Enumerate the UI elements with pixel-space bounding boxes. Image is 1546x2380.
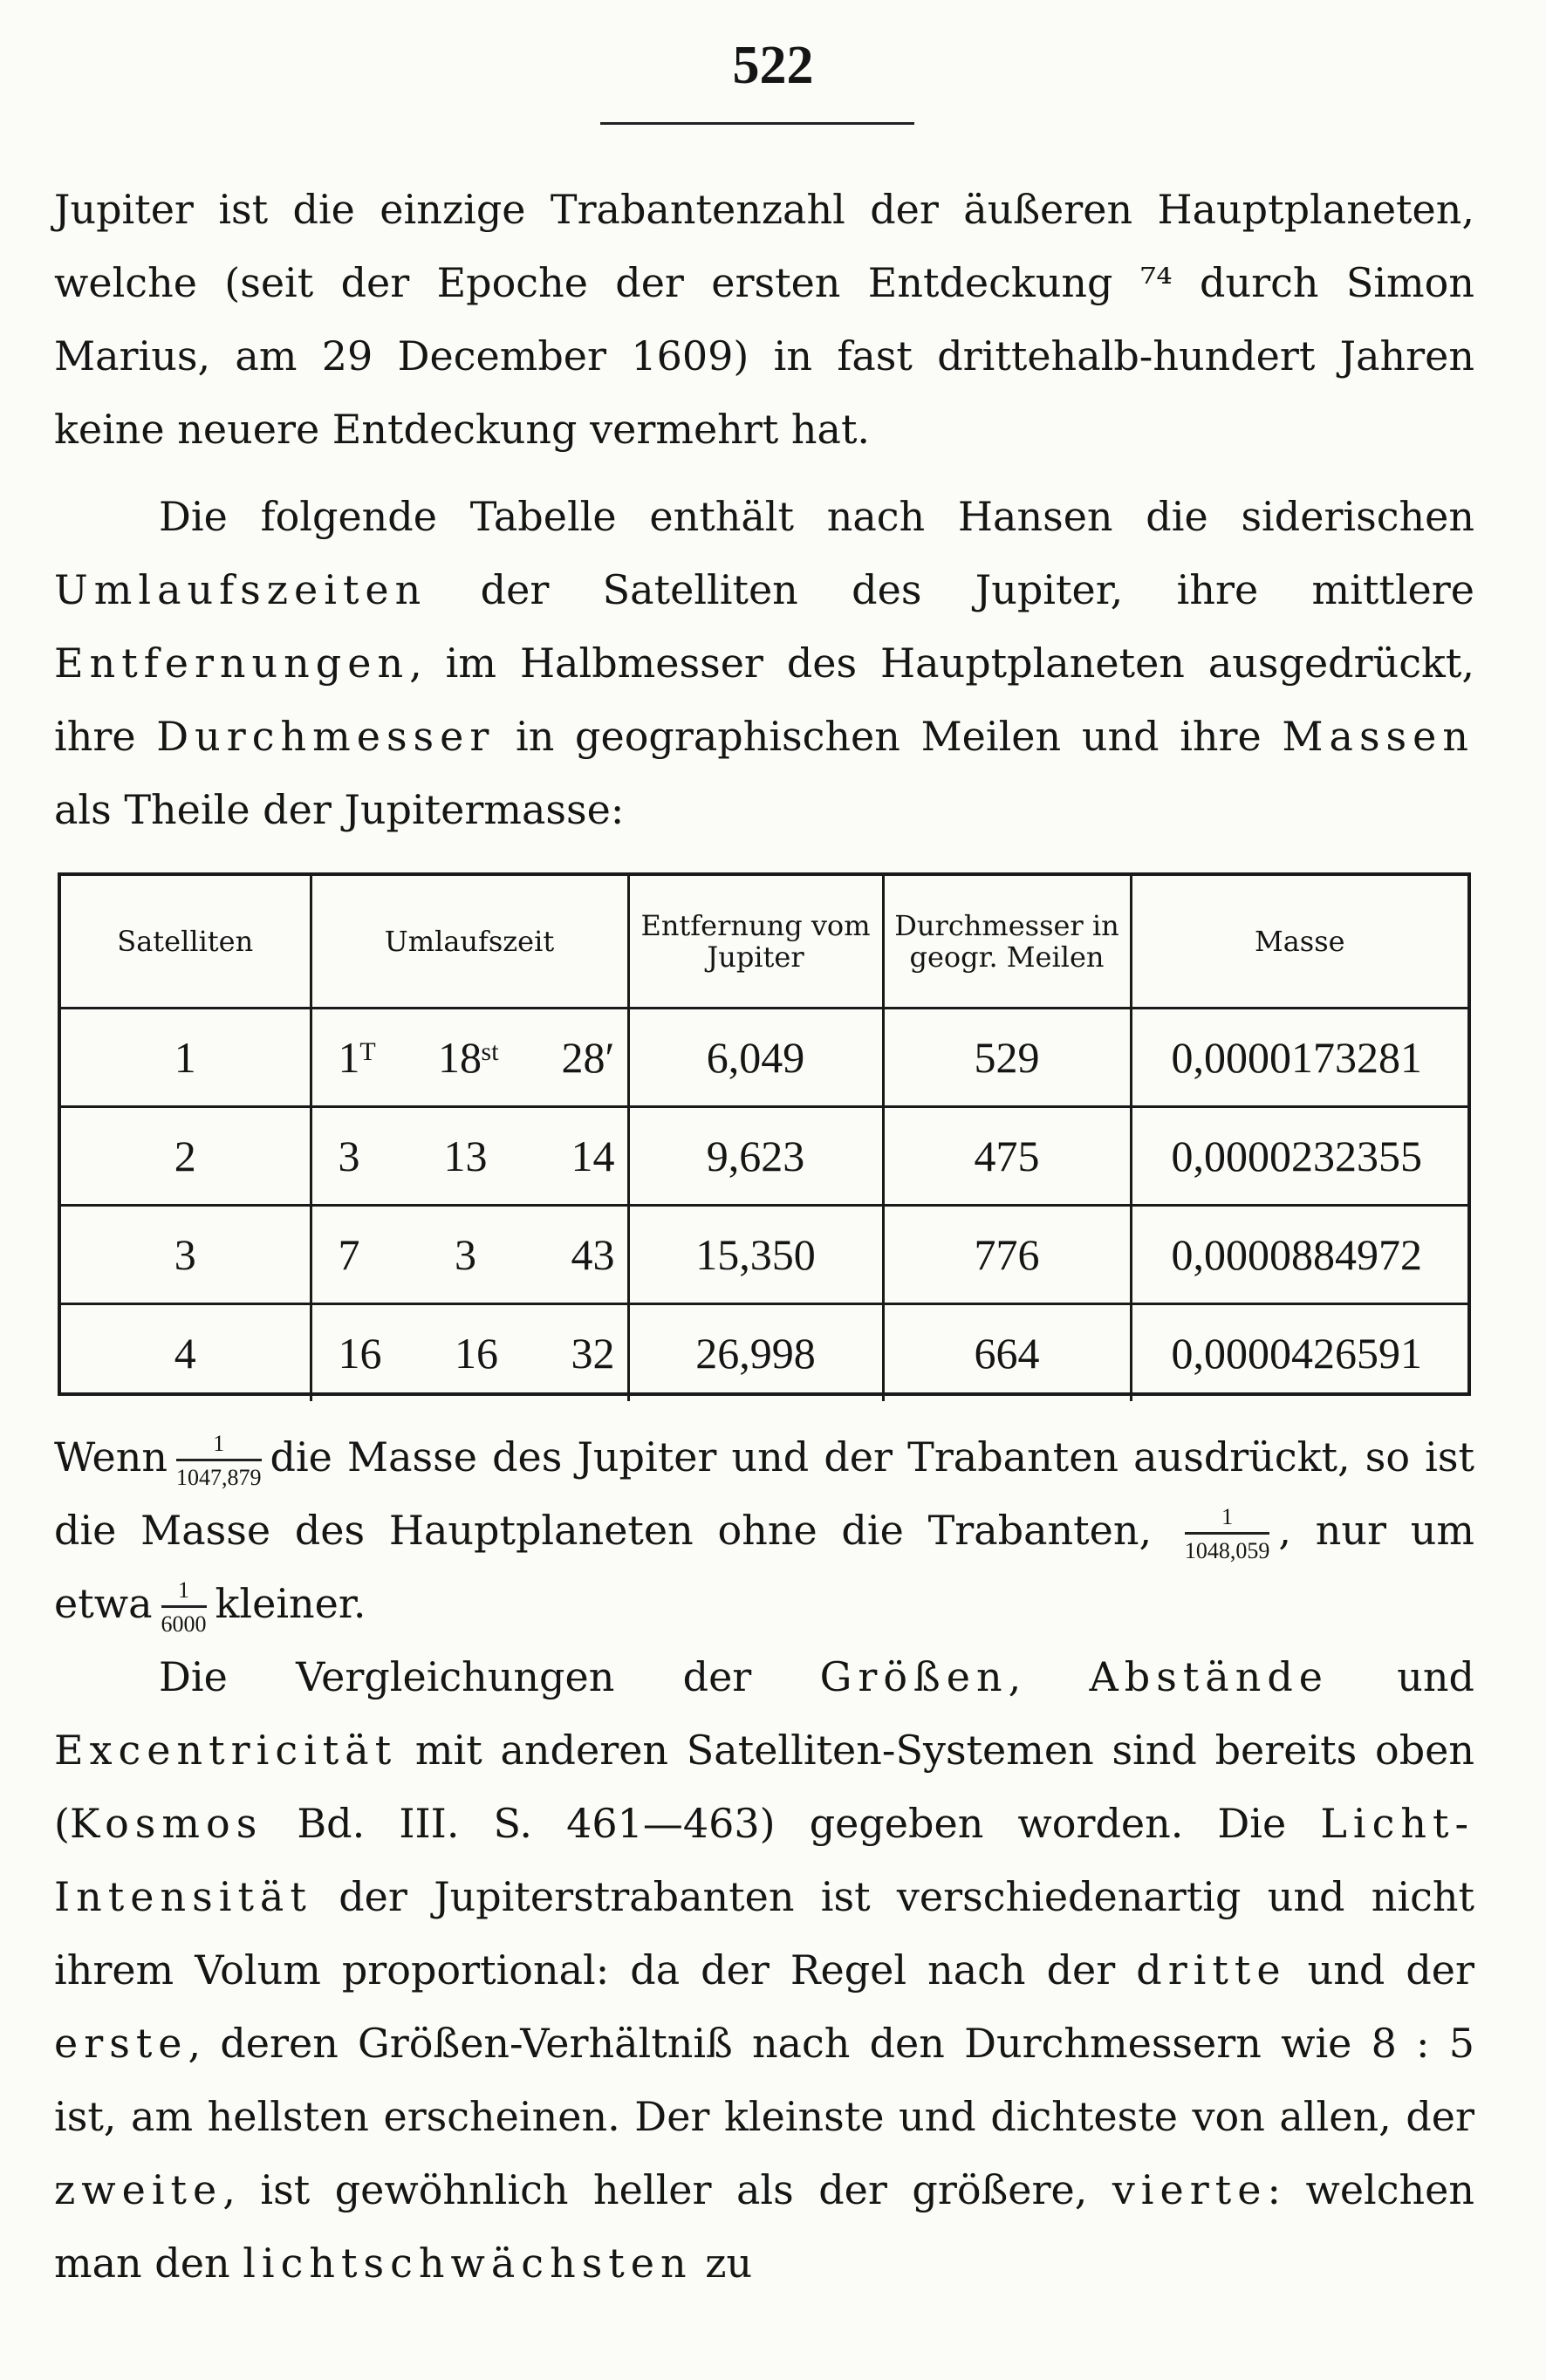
satellite-table-frame [58,872,1471,1396]
cell-diameter: 664 [883,1304,1131,1402]
text-span: als Theile der Jupitermasse: [54,786,625,833]
period-minutes: 32 [571,1329,615,1378]
period-minutes: 14 [571,1132,615,1180]
period-hours: 3 [455,1230,476,1279]
text-span: zu [692,2240,753,2287]
header-mass: Masse [1131,876,1467,1009]
table-row [61,1206,1467,1304]
cell-satellite: 4 [61,1304,311,1402]
fraction-1-numerator: 1 [176,1433,262,1461]
period-days: 3 [338,1132,360,1180]
text-span: der Jupiterstrabanten ist verschiedenartig und nicht ihrem Volum proportional: da der Regel nach der [54,1873,1474,1994]
period-days: 1ᵀ [338,1033,376,1082]
spaced-term: Kosmos [69,1800,263,1847]
spaced-term-entfernungen: Entfernungen [54,639,410,687]
cell-period [311,1107,628,1206]
cell-satellite: 3 [61,1206,311,1304]
text-span: die Masse des Jupiter und der Trabanten ausdrückt, so ist die Masse des Hauptplaneten ohne die Trabanten, [54,1433,1474,1554]
spaced-term: Abstände [1089,1653,1330,1700]
spaced-term: Excentricität [54,1727,398,1774]
paragraph-4 [54,1640,1474,2300]
text-span: Die folgende Tabelle enthält nach Hansen die siderischen [159,493,1474,540]
table-row [61,1009,1467,1107]
header-rule [600,122,914,125]
text-span: , im Halbmesser des Hauptplaneten ausgedrückt, ihre [54,639,1474,760]
cell-diameter: 776 [883,1206,1131,1304]
table-row [61,1107,1467,1206]
cell-mass: 0,0000232355 [1131,1107,1467,1206]
fraction-2-denominator: 1048,059 [1184,1537,1270,1563]
cell-distance: 26,998 [628,1304,883,1402]
table-row [61,1304,1467,1402]
text-span: in geographischen Meilen und ihre [495,713,1283,760]
cell-diameter: 529 [883,1009,1131,1107]
cell-satellite: 1 [61,1009,311,1107]
cell-period [311,1009,628,1107]
text-span: der Satelliten des Jupiter, ihre mittlere [427,566,1474,613]
header-satellite: Satelliten [61,876,311,1009]
text-span: Bd. III. S. 461—463) gegeben worden. Die [263,1800,1321,1847]
fraction-3 [161,1576,207,1637]
spaced-term: erste [54,2020,188,2067]
spaced-term: zweite [54,2166,223,2213]
period-hours: 16 [455,1329,498,1378]
header-distance: Entfernung vom Jupiter [628,876,883,1009]
text-span: , nur um etwa [54,1507,1475,1627]
paragraph-2 [54,480,1474,846]
spaced-term: dritte [1136,1946,1287,1994]
cell-diameter: 475 [883,1107,1131,1206]
cell-distance: 15,350 [628,1206,883,1304]
period-days: 7 [338,1230,360,1279]
cell-period [311,1206,628,1304]
cell-distance: 9,623 [628,1107,883,1206]
cell-period [311,1304,628,1402]
cell-mass: 0,0000884972 [1131,1206,1467,1304]
fraction-3-denominator: 6000 [161,1611,207,1637]
period-hours: 13 [443,1132,488,1180]
cell-mass: 0,0000173281 [1131,1009,1467,1107]
period-minutes: 43 [571,1230,615,1279]
header-diameter: Durchmesser in geogr. Meilen [883,876,1131,1009]
fraction-1 [176,1430,262,1490]
text-span: kleiner. [215,1580,366,1627]
text-span: , deren Größen-Verhältniß nach den Durchmessern wie 8 : 5 ist, am hellsten erscheinen. Der kleinste und dichteste von allen, der [54,2020,1474,2140]
fraction-2 [1184,1503,1270,1563]
cell-distance: 6,049 [628,1009,883,1107]
page-number: 522 [732,36,814,95]
cell-satellite: 2 [61,1107,311,1206]
spaced-term-durchmesser: Durchmesser [156,713,496,760]
period-hours: 18ˢᵗ [437,1033,500,1082]
spaced-term: lichtschwächsten [243,2240,693,2287]
table-header-row [61,876,1467,1009]
period-days: 16 [338,1329,382,1378]
text-span: und [1329,1653,1475,1700]
spaced-term-umlaufszeiten: Umlaufszeiten [54,566,428,613]
spaced-term: vierte [1112,2166,1268,2213]
header-period: Umlaufszeit [311,876,628,1009]
text-span: Die Vergleichungen der [159,1653,820,1700]
text-span: , ist gewöhnlich heller als der größere, [222,2166,1112,2213]
spaced-term: Licht-Intensität [54,1800,1474,1920]
text-span: mit anderen Satelliten-Systemen sind bereits oben ( [54,1727,1474,1847]
paragraph-3 [54,1420,1474,1640]
spaced-term-massen: Massen [1282,713,1475,760]
text-span: und der [1286,1946,1474,1994]
satellite-table [61,876,1467,1401]
text-span: Wenn [54,1433,168,1481]
fraction-3-numerator: 1 [161,1579,207,1608]
fraction-1-denominator: 1047,879 [176,1464,262,1490]
period-minutes: 28′ [561,1033,615,1082]
cell-mass: 0,0000426591 [1171,1329,1422,1378]
fraction-2-numerator: 1 [1185,1506,1270,1535]
text-span: : welchen man den [54,2166,1474,2287]
spaced-term: Größen [819,1653,1009,1700]
text-span: , [1008,1653,1090,1700]
paragraph-1: Jupiter ist die einzige Trabantenzahl der äußeren Hauptplaneten, welche (seit der Epoche der ersten Entdeckung ⁷⁴ durch Simon Marius, am 29 December 1609) in fast drittehalb-hundert Jahren keine neuere Entdeckung vermehrt hat. [54,186,1474,453]
